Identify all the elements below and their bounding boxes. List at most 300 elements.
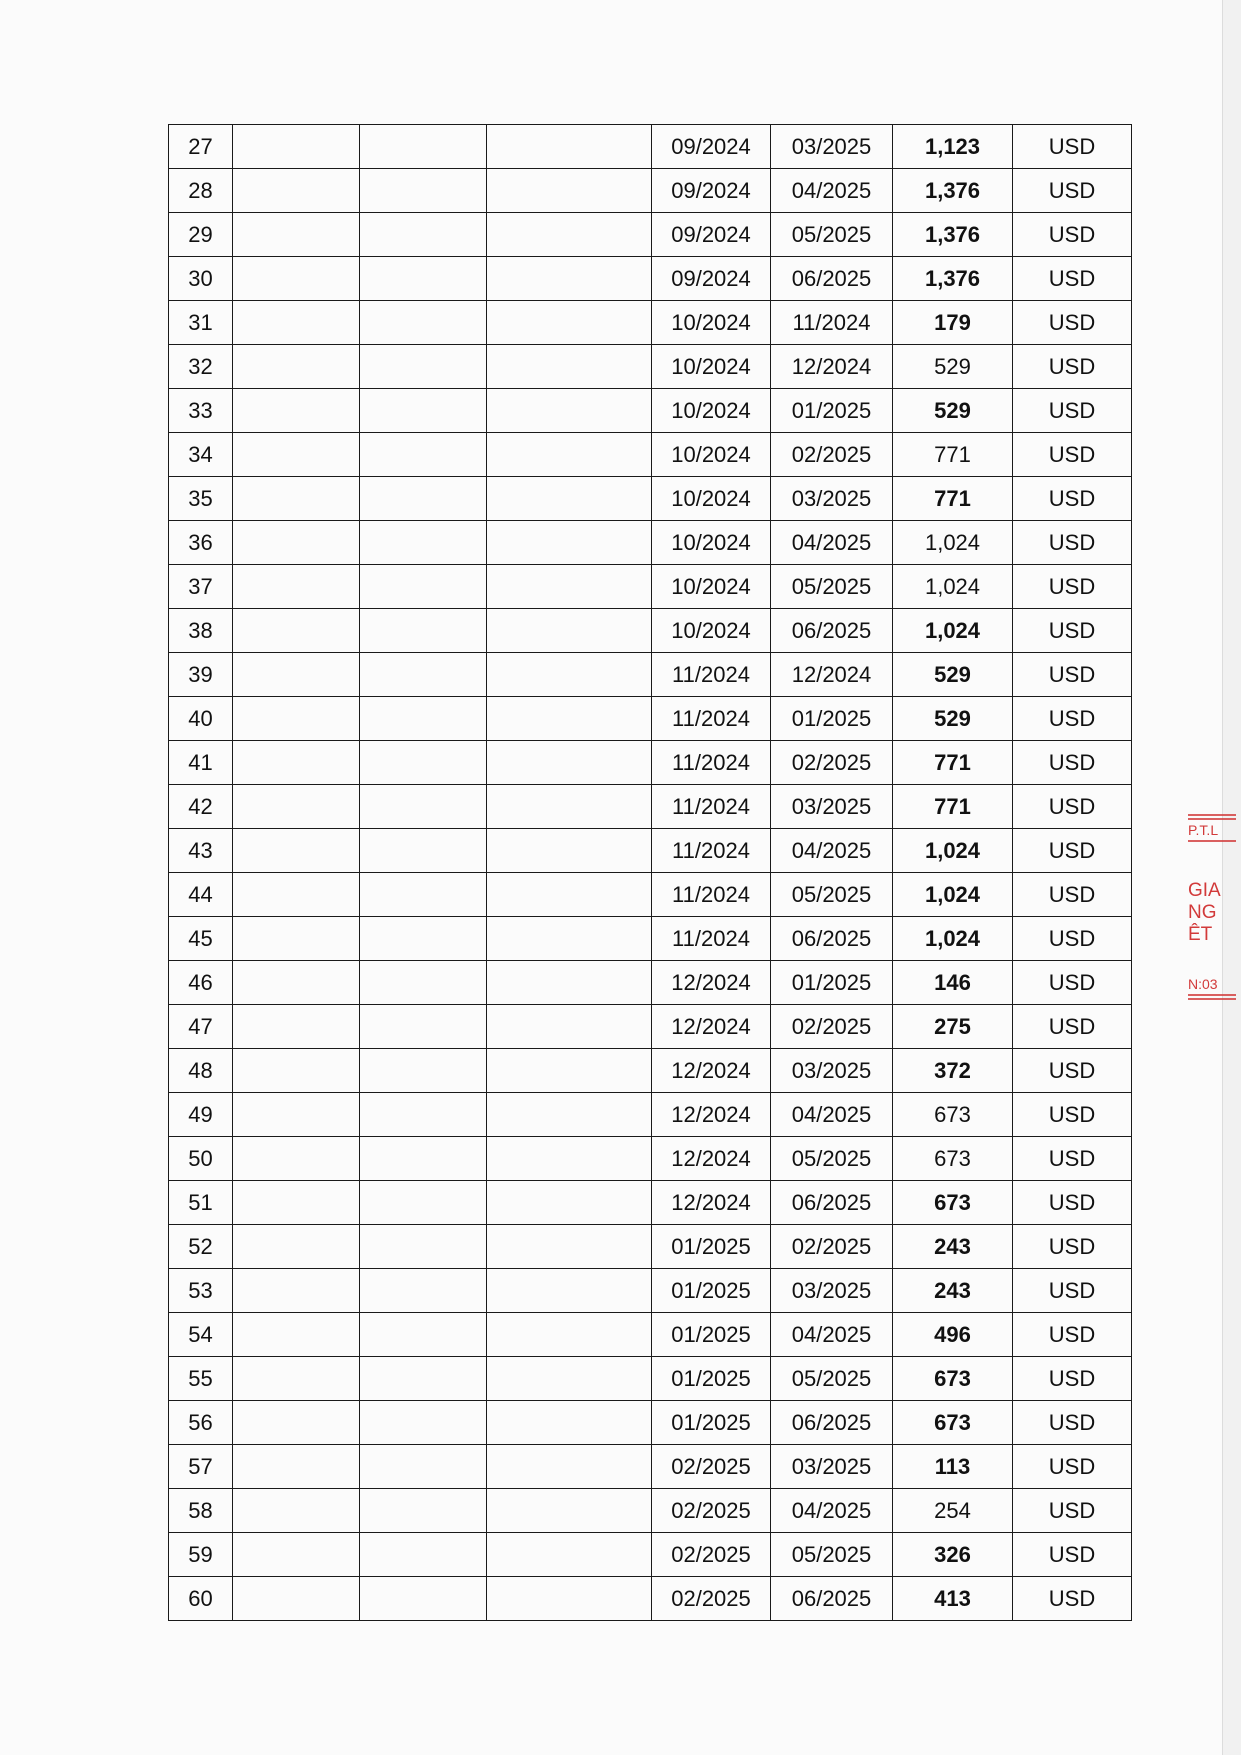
empty-cell bbox=[233, 1445, 360, 1489]
amount-cell: 1,123 bbox=[893, 125, 1013, 169]
empty-cell bbox=[233, 257, 360, 301]
currency-cell: USD bbox=[1013, 873, 1132, 917]
from-month-cell: 01/2025 bbox=[652, 1357, 771, 1401]
empty-cell bbox=[487, 169, 652, 213]
from-month-cell: 12/2024 bbox=[652, 1005, 771, 1049]
from-month-cell: 11/2024 bbox=[652, 873, 771, 917]
amount-cell: 254 bbox=[893, 1489, 1013, 1533]
from-month-cell: 01/2025 bbox=[652, 1401, 771, 1445]
row-number-cell: 45 bbox=[169, 917, 233, 961]
empty-cell bbox=[360, 1137, 487, 1181]
empty-cell bbox=[233, 609, 360, 653]
row-number-cell: 33 bbox=[169, 389, 233, 433]
amount-cell: 1,376 bbox=[893, 169, 1013, 213]
to-month-cell: 04/2025 bbox=[771, 521, 893, 565]
table-row bbox=[169, 1445, 1132, 1489]
row-number-cell: 31 bbox=[169, 301, 233, 345]
currency-cell: USD bbox=[1013, 1269, 1132, 1313]
currency-cell: USD bbox=[1013, 1445, 1132, 1489]
from-month-cell: 11/2024 bbox=[652, 741, 771, 785]
to-month-cell: 06/2025 bbox=[771, 1401, 893, 1445]
currency-cell: USD bbox=[1013, 653, 1132, 697]
amount-cell: 1,024 bbox=[893, 829, 1013, 873]
table-row bbox=[169, 1489, 1132, 1533]
empty-cell bbox=[487, 653, 652, 697]
from-month-cell: 11/2024 bbox=[652, 785, 771, 829]
from-month-cell: 10/2024 bbox=[652, 477, 771, 521]
table-row bbox=[169, 609, 1132, 653]
stamp-line bbox=[1188, 840, 1236, 842]
to-month-cell: 02/2025 bbox=[771, 1225, 893, 1269]
currency-cell: USD bbox=[1013, 609, 1132, 653]
to-month-cell: 05/2025 bbox=[771, 873, 893, 917]
to-month-cell: 12/2024 bbox=[771, 345, 893, 389]
empty-cell bbox=[360, 169, 487, 213]
currency-cell: USD bbox=[1013, 1489, 1132, 1533]
amount-cell: 496 bbox=[893, 1313, 1013, 1357]
empty-cell bbox=[487, 301, 652, 345]
empty-cell bbox=[487, 697, 652, 741]
from-month-cell: 02/2025 bbox=[652, 1489, 771, 1533]
from-month-cell: 09/2024 bbox=[652, 169, 771, 213]
empty-cell bbox=[487, 961, 652, 1005]
table-row bbox=[169, 257, 1132, 301]
amount-cell: 1,024 bbox=[893, 521, 1013, 565]
amount-cell: 529 bbox=[893, 653, 1013, 697]
currency-cell: USD bbox=[1013, 565, 1132, 609]
amount-cell: 1,376 bbox=[893, 213, 1013, 257]
amount-cell: 275 bbox=[893, 1005, 1013, 1049]
currency-cell: USD bbox=[1013, 1577, 1132, 1621]
table-row bbox=[169, 1181, 1132, 1225]
row-number-cell: 28 bbox=[169, 169, 233, 213]
amount-cell: 1,024 bbox=[893, 609, 1013, 653]
empty-cell bbox=[233, 1137, 360, 1181]
to-month-cell: 02/2025 bbox=[771, 741, 893, 785]
table-row bbox=[169, 1269, 1132, 1313]
empty-cell bbox=[487, 741, 652, 785]
empty-cell bbox=[360, 1577, 487, 1621]
empty-cell bbox=[487, 125, 652, 169]
to-month-cell: 06/2025 bbox=[771, 609, 893, 653]
amount-cell: 243 bbox=[893, 1269, 1013, 1313]
row-number-cell: 58 bbox=[169, 1489, 233, 1533]
empty-cell bbox=[360, 1005, 487, 1049]
currency-cell: USD bbox=[1013, 433, 1132, 477]
currency-cell: USD bbox=[1013, 213, 1132, 257]
to-month-cell: 03/2025 bbox=[771, 1269, 893, 1313]
currency-cell: USD bbox=[1013, 1093, 1132, 1137]
row-number-cell: 38 bbox=[169, 609, 233, 653]
data-table bbox=[168, 124, 1132, 1621]
empty-cell bbox=[487, 389, 652, 433]
stamp-line bbox=[1188, 814, 1236, 816]
empty-cell bbox=[360, 1313, 487, 1357]
amount-cell: 146 bbox=[893, 961, 1013, 1005]
from-month-cell: 10/2024 bbox=[652, 609, 771, 653]
empty-cell bbox=[233, 1533, 360, 1577]
currency-cell: USD bbox=[1013, 1181, 1132, 1225]
empty-cell bbox=[487, 1533, 652, 1577]
empty-cell bbox=[233, 169, 360, 213]
amount-cell: 1,024 bbox=[893, 565, 1013, 609]
empty-cell bbox=[487, 1489, 652, 1533]
empty-cell bbox=[360, 873, 487, 917]
empty-cell bbox=[233, 741, 360, 785]
currency-cell: USD bbox=[1013, 785, 1132, 829]
amount-cell: 771 bbox=[893, 741, 1013, 785]
empty-cell bbox=[487, 785, 652, 829]
to-month-cell: 02/2025 bbox=[771, 433, 893, 477]
empty-cell bbox=[233, 477, 360, 521]
table-row bbox=[169, 169, 1132, 213]
empty-cell bbox=[487, 609, 652, 653]
currency-cell: USD bbox=[1013, 1313, 1132, 1357]
empty-cell bbox=[233, 1313, 360, 1357]
row-number-cell: 50 bbox=[169, 1137, 233, 1181]
row-number-cell: 48 bbox=[169, 1049, 233, 1093]
row-number-cell: 56 bbox=[169, 1401, 233, 1445]
to-month-cell: 03/2025 bbox=[771, 1049, 893, 1093]
to-month-cell: 05/2025 bbox=[771, 565, 893, 609]
empty-cell bbox=[233, 389, 360, 433]
row-number-cell: 42 bbox=[169, 785, 233, 829]
empty-cell bbox=[487, 829, 652, 873]
amount-cell: 771 bbox=[893, 433, 1013, 477]
row-number-cell: 30 bbox=[169, 257, 233, 301]
table-row bbox=[169, 653, 1132, 697]
empty-cell bbox=[360, 1093, 487, 1137]
stamp-line bbox=[1188, 998, 1236, 1000]
currency-cell: USD bbox=[1013, 961, 1132, 1005]
empty-cell bbox=[487, 1093, 652, 1137]
from-month-cell: 10/2024 bbox=[652, 521, 771, 565]
row-number-cell: 54 bbox=[169, 1313, 233, 1357]
to-month-cell: 01/2025 bbox=[771, 697, 893, 741]
from-month-cell: 01/2025 bbox=[652, 1225, 771, 1269]
empty-cell bbox=[487, 1357, 652, 1401]
row-number-cell: 41 bbox=[169, 741, 233, 785]
from-month-cell: 12/2024 bbox=[652, 1049, 771, 1093]
empty-cell bbox=[487, 1313, 652, 1357]
currency-cell: USD bbox=[1013, 257, 1132, 301]
empty-cell bbox=[233, 521, 360, 565]
empty-cell bbox=[360, 1269, 487, 1313]
empty-cell bbox=[233, 433, 360, 477]
empty-cell bbox=[233, 961, 360, 1005]
empty-cell bbox=[360, 345, 487, 389]
amount-cell: 372 bbox=[893, 1049, 1013, 1093]
empty-cell bbox=[360, 785, 487, 829]
row-number-cell: 55 bbox=[169, 1357, 233, 1401]
row-number-cell: 53 bbox=[169, 1269, 233, 1313]
to-month-cell: 06/2025 bbox=[771, 917, 893, 961]
empty-cell bbox=[487, 1401, 652, 1445]
empty-cell bbox=[360, 961, 487, 1005]
to-month-cell: 06/2025 bbox=[771, 1577, 893, 1621]
table-row bbox=[169, 345, 1132, 389]
to-month-cell: 01/2025 bbox=[771, 389, 893, 433]
amount-cell: 113 bbox=[893, 1445, 1013, 1489]
from-month-cell: 09/2024 bbox=[652, 125, 771, 169]
amount-cell: 179 bbox=[893, 301, 1013, 345]
empty-cell bbox=[360, 1357, 487, 1401]
table-row bbox=[169, 1137, 1132, 1181]
table-row bbox=[169, 1005, 1132, 1049]
empty-cell bbox=[360, 1489, 487, 1533]
table-row bbox=[169, 873, 1132, 917]
empty-cell bbox=[360, 829, 487, 873]
to-month-cell: 05/2025 bbox=[771, 1533, 893, 1577]
currency-cell: USD bbox=[1013, 521, 1132, 565]
empty-cell bbox=[487, 1181, 652, 1225]
from-month-cell: 10/2024 bbox=[652, 301, 771, 345]
row-number-cell: 60 bbox=[169, 1577, 233, 1621]
to-month-cell: 04/2025 bbox=[771, 829, 893, 873]
empty-cell bbox=[360, 1445, 487, 1489]
table-row bbox=[169, 785, 1132, 829]
to-month-cell: 05/2025 bbox=[771, 213, 893, 257]
empty-cell bbox=[487, 213, 652, 257]
empty-cell bbox=[487, 1005, 652, 1049]
empty-cell bbox=[233, 1577, 360, 1621]
empty-cell bbox=[360, 389, 487, 433]
table-row bbox=[169, 1577, 1132, 1621]
empty-cell bbox=[487, 1445, 652, 1489]
amount-cell: 1,024 bbox=[893, 917, 1013, 961]
seal-stamp bbox=[1188, 812, 1236, 1048]
from-month-cell: 12/2024 bbox=[652, 1137, 771, 1181]
empty-cell bbox=[487, 345, 652, 389]
empty-cell bbox=[360, 917, 487, 961]
from-month-cell: 10/2024 bbox=[652, 433, 771, 477]
table-row bbox=[169, 213, 1132, 257]
amount-cell: 1,376 bbox=[893, 257, 1013, 301]
currency-cell: USD bbox=[1013, 125, 1132, 169]
to-month-cell: 04/2025 bbox=[771, 169, 893, 213]
amount-cell: 243 bbox=[893, 1225, 1013, 1269]
from-month-cell: 11/2024 bbox=[652, 917, 771, 961]
empty-cell bbox=[487, 477, 652, 521]
currency-cell: USD bbox=[1013, 1357, 1132, 1401]
currency-cell: USD bbox=[1013, 829, 1132, 873]
table-row bbox=[169, 433, 1132, 477]
table-row bbox=[169, 1093, 1132, 1137]
currency-cell: USD bbox=[1013, 741, 1132, 785]
stamp-line bbox=[1188, 818, 1236, 820]
from-month-cell: 01/2025 bbox=[652, 1313, 771, 1357]
amount-cell: 771 bbox=[893, 785, 1013, 829]
currency-cell: USD bbox=[1013, 1401, 1132, 1445]
stamp-text: GIA bbox=[1188, 880, 1221, 901]
empty-cell bbox=[233, 653, 360, 697]
empty-cell bbox=[233, 1357, 360, 1401]
empty-cell bbox=[233, 1049, 360, 1093]
to-month-cell: 06/2025 bbox=[771, 257, 893, 301]
table-row bbox=[169, 961, 1132, 1005]
to-month-cell: 03/2025 bbox=[771, 1445, 893, 1489]
row-number-cell: 34 bbox=[169, 433, 233, 477]
empty-cell bbox=[233, 697, 360, 741]
currency-cell: USD bbox=[1013, 1533, 1132, 1577]
currency-cell: USD bbox=[1013, 1005, 1132, 1049]
empty-cell bbox=[487, 565, 652, 609]
from-month-cell: 09/2024 bbox=[652, 257, 771, 301]
from-month-cell: 11/2024 bbox=[652, 697, 771, 741]
from-month-cell: 11/2024 bbox=[652, 653, 771, 697]
empty-cell bbox=[360, 125, 487, 169]
table-row bbox=[169, 741, 1132, 785]
empty-cell bbox=[233, 213, 360, 257]
empty-cell bbox=[233, 301, 360, 345]
to-month-cell: 12/2024 bbox=[771, 653, 893, 697]
from-month-cell: 10/2024 bbox=[652, 389, 771, 433]
from-month-cell: 12/2024 bbox=[652, 1093, 771, 1137]
from-month-cell: 01/2025 bbox=[652, 1269, 771, 1313]
row-number-cell: 51 bbox=[169, 1181, 233, 1225]
empty-cell bbox=[233, 829, 360, 873]
to-month-cell: 01/2025 bbox=[771, 961, 893, 1005]
to-month-cell: 05/2025 bbox=[771, 1357, 893, 1401]
empty-cell bbox=[360, 741, 487, 785]
row-number-cell: 40 bbox=[169, 697, 233, 741]
row-number-cell: 47 bbox=[169, 1005, 233, 1049]
stamp-line bbox=[1188, 994, 1236, 996]
empty-cell bbox=[487, 1225, 652, 1269]
empty-cell bbox=[360, 257, 487, 301]
from-month-cell: 10/2024 bbox=[652, 345, 771, 389]
row-number-cell: 49 bbox=[169, 1093, 233, 1137]
table-row bbox=[169, 565, 1132, 609]
table-body bbox=[169, 125, 1132, 1621]
empty-cell bbox=[233, 1401, 360, 1445]
row-number-cell: 57 bbox=[169, 1445, 233, 1489]
from-month-cell: 02/2025 bbox=[652, 1577, 771, 1621]
empty-cell bbox=[233, 1093, 360, 1137]
empty-cell bbox=[233, 785, 360, 829]
from-month-cell: 02/2025 bbox=[652, 1445, 771, 1489]
currency-cell: USD bbox=[1013, 1049, 1132, 1093]
to-month-cell: 06/2025 bbox=[771, 1181, 893, 1225]
to-month-cell: 03/2025 bbox=[771, 125, 893, 169]
currency-cell: USD bbox=[1013, 477, 1132, 521]
empty-cell bbox=[360, 477, 487, 521]
empty-cell bbox=[360, 1225, 487, 1269]
currency-cell: USD bbox=[1013, 301, 1132, 345]
currency-cell: USD bbox=[1013, 389, 1132, 433]
empty-cell bbox=[360, 1049, 487, 1093]
empty-cell bbox=[360, 213, 487, 257]
stamp-text: N:03 bbox=[1188, 976, 1218, 992]
from-month-cell: 11/2024 bbox=[652, 829, 771, 873]
amount-cell: 1,024 bbox=[893, 873, 1013, 917]
empty-cell bbox=[233, 1269, 360, 1313]
from-month-cell: 09/2024 bbox=[652, 213, 771, 257]
empty-cell bbox=[487, 873, 652, 917]
row-number-cell: 52 bbox=[169, 1225, 233, 1269]
amount-cell: 673 bbox=[893, 1093, 1013, 1137]
empty-cell bbox=[360, 301, 487, 345]
table-row bbox=[169, 1533, 1132, 1577]
amount-cell: 673 bbox=[893, 1137, 1013, 1181]
empty-cell bbox=[233, 1225, 360, 1269]
row-number-cell: 35 bbox=[169, 477, 233, 521]
row-number-cell: 36 bbox=[169, 521, 233, 565]
stamp-text: P.T.L bbox=[1188, 822, 1219, 838]
empty-cell bbox=[360, 521, 487, 565]
to-month-cell: 03/2025 bbox=[771, 477, 893, 521]
to-month-cell: 02/2025 bbox=[771, 1005, 893, 1049]
to-month-cell: 04/2025 bbox=[771, 1313, 893, 1357]
row-number-cell: 37 bbox=[169, 565, 233, 609]
amount-cell: 673 bbox=[893, 1181, 1013, 1225]
empty-cell bbox=[360, 565, 487, 609]
row-number-cell: 39 bbox=[169, 653, 233, 697]
currency-cell: USD bbox=[1013, 169, 1132, 213]
currency-cell: USD bbox=[1013, 345, 1132, 389]
row-number-cell: 44 bbox=[169, 873, 233, 917]
from-month-cell: 02/2025 bbox=[652, 1533, 771, 1577]
currency-cell: USD bbox=[1013, 697, 1132, 741]
empty-cell bbox=[233, 917, 360, 961]
from-month-cell: 12/2024 bbox=[652, 961, 771, 1005]
table-row bbox=[169, 829, 1132, 873]
from-month-cell: 12/2024 bbox=[652, 1181, 771, 1225]
amount-cell: 413 bbox=[893, 1577, 1013, 1621]
to-month-cell: 03/2025 bbox=[771, 785, 893, 829]
currency-cell: USD bbox=[1013, 1225, 1132, 1269]
table-row bbox=[169, 697, 1132, 741]
stamp-text: ÊT bbox=[1188, 924, 1213, 945]
table-row bbox=[169, 1049, 1132, 1093]
empty-cell bbox=[487, 917, 652, 961]
empty-cell bbox=[487, 1137, 652, 1181]
empty-cell bbox=[360, 1181, 487, 1225]
empty-cell bbox=[233, 345, 360, 389]
empty-cell bbox=[233, 1181, 360, 1225]
empty-cell bbox=[487, 521, 652, 565]
amount-cell: 529 bbox=[893, 697, 1013, 741]
empty-cell bbox=[360, 697, 487, 741]
amount-cell: 673 bbox=[893, 1401, 1013, 1445]
to-month-cell: 04/2025 bbox=[771, 1093, 893, 1137]
empty-cell bbox=[487, 1049, 652, 1093]
table-row bbox=[169, 1225, 1132, 1269]
to-month-cell: 05/2025 bbox=[771, 1137, 893, 1181]
empty-cell bbox=[487, 257, 652, 301]
amount-cell: 529 bbox=[893, 345, 1013, 389]
empty-cell bbox=[233, 1489, 360, 1533]
currency-cell: USD bbox=[1013, 1137, 1132, 1181]
amount-cell: 771 bbox=[893, 477, 1013, 521]
table-row bbox=[169, 477, 1132, 521]
to-month-cell: 11/2024 bbox=[771, 301, 893, 345]
table-row bbox=[169, 1357, 1132, 1401]
empty-cell bbox=[487, 1269, 652, 1313]
to-month-cell: 04/2025 bbox=[771, 1489, 893, 1533]
from-month-cell: 10/2024 bbox=[652, 565, 771, 609]
empty-cell bbox=[360, 1533, 487, 1577]
table-row bbox=[169, 521, 1132, 565]
row-number-cell: 32 bbox=[169, 345, 233, 389]
empty-cell bbox=[233, 873, 360, 917]
table-row bbox=[169, 1313, 1132, 1357]
empty-cell bbox=[233, 565, 360, 609]
amount-cell: 673 bbox=[893, 1357, 1013, 1401]
row-number-cell: 43 bbox=[169, 829, 233, 873]
amount-cell: 529 bbox=[893, 389, 1013, 433]
amount-cell: 326 bbox=[893, 1533, 1013, 1577]
